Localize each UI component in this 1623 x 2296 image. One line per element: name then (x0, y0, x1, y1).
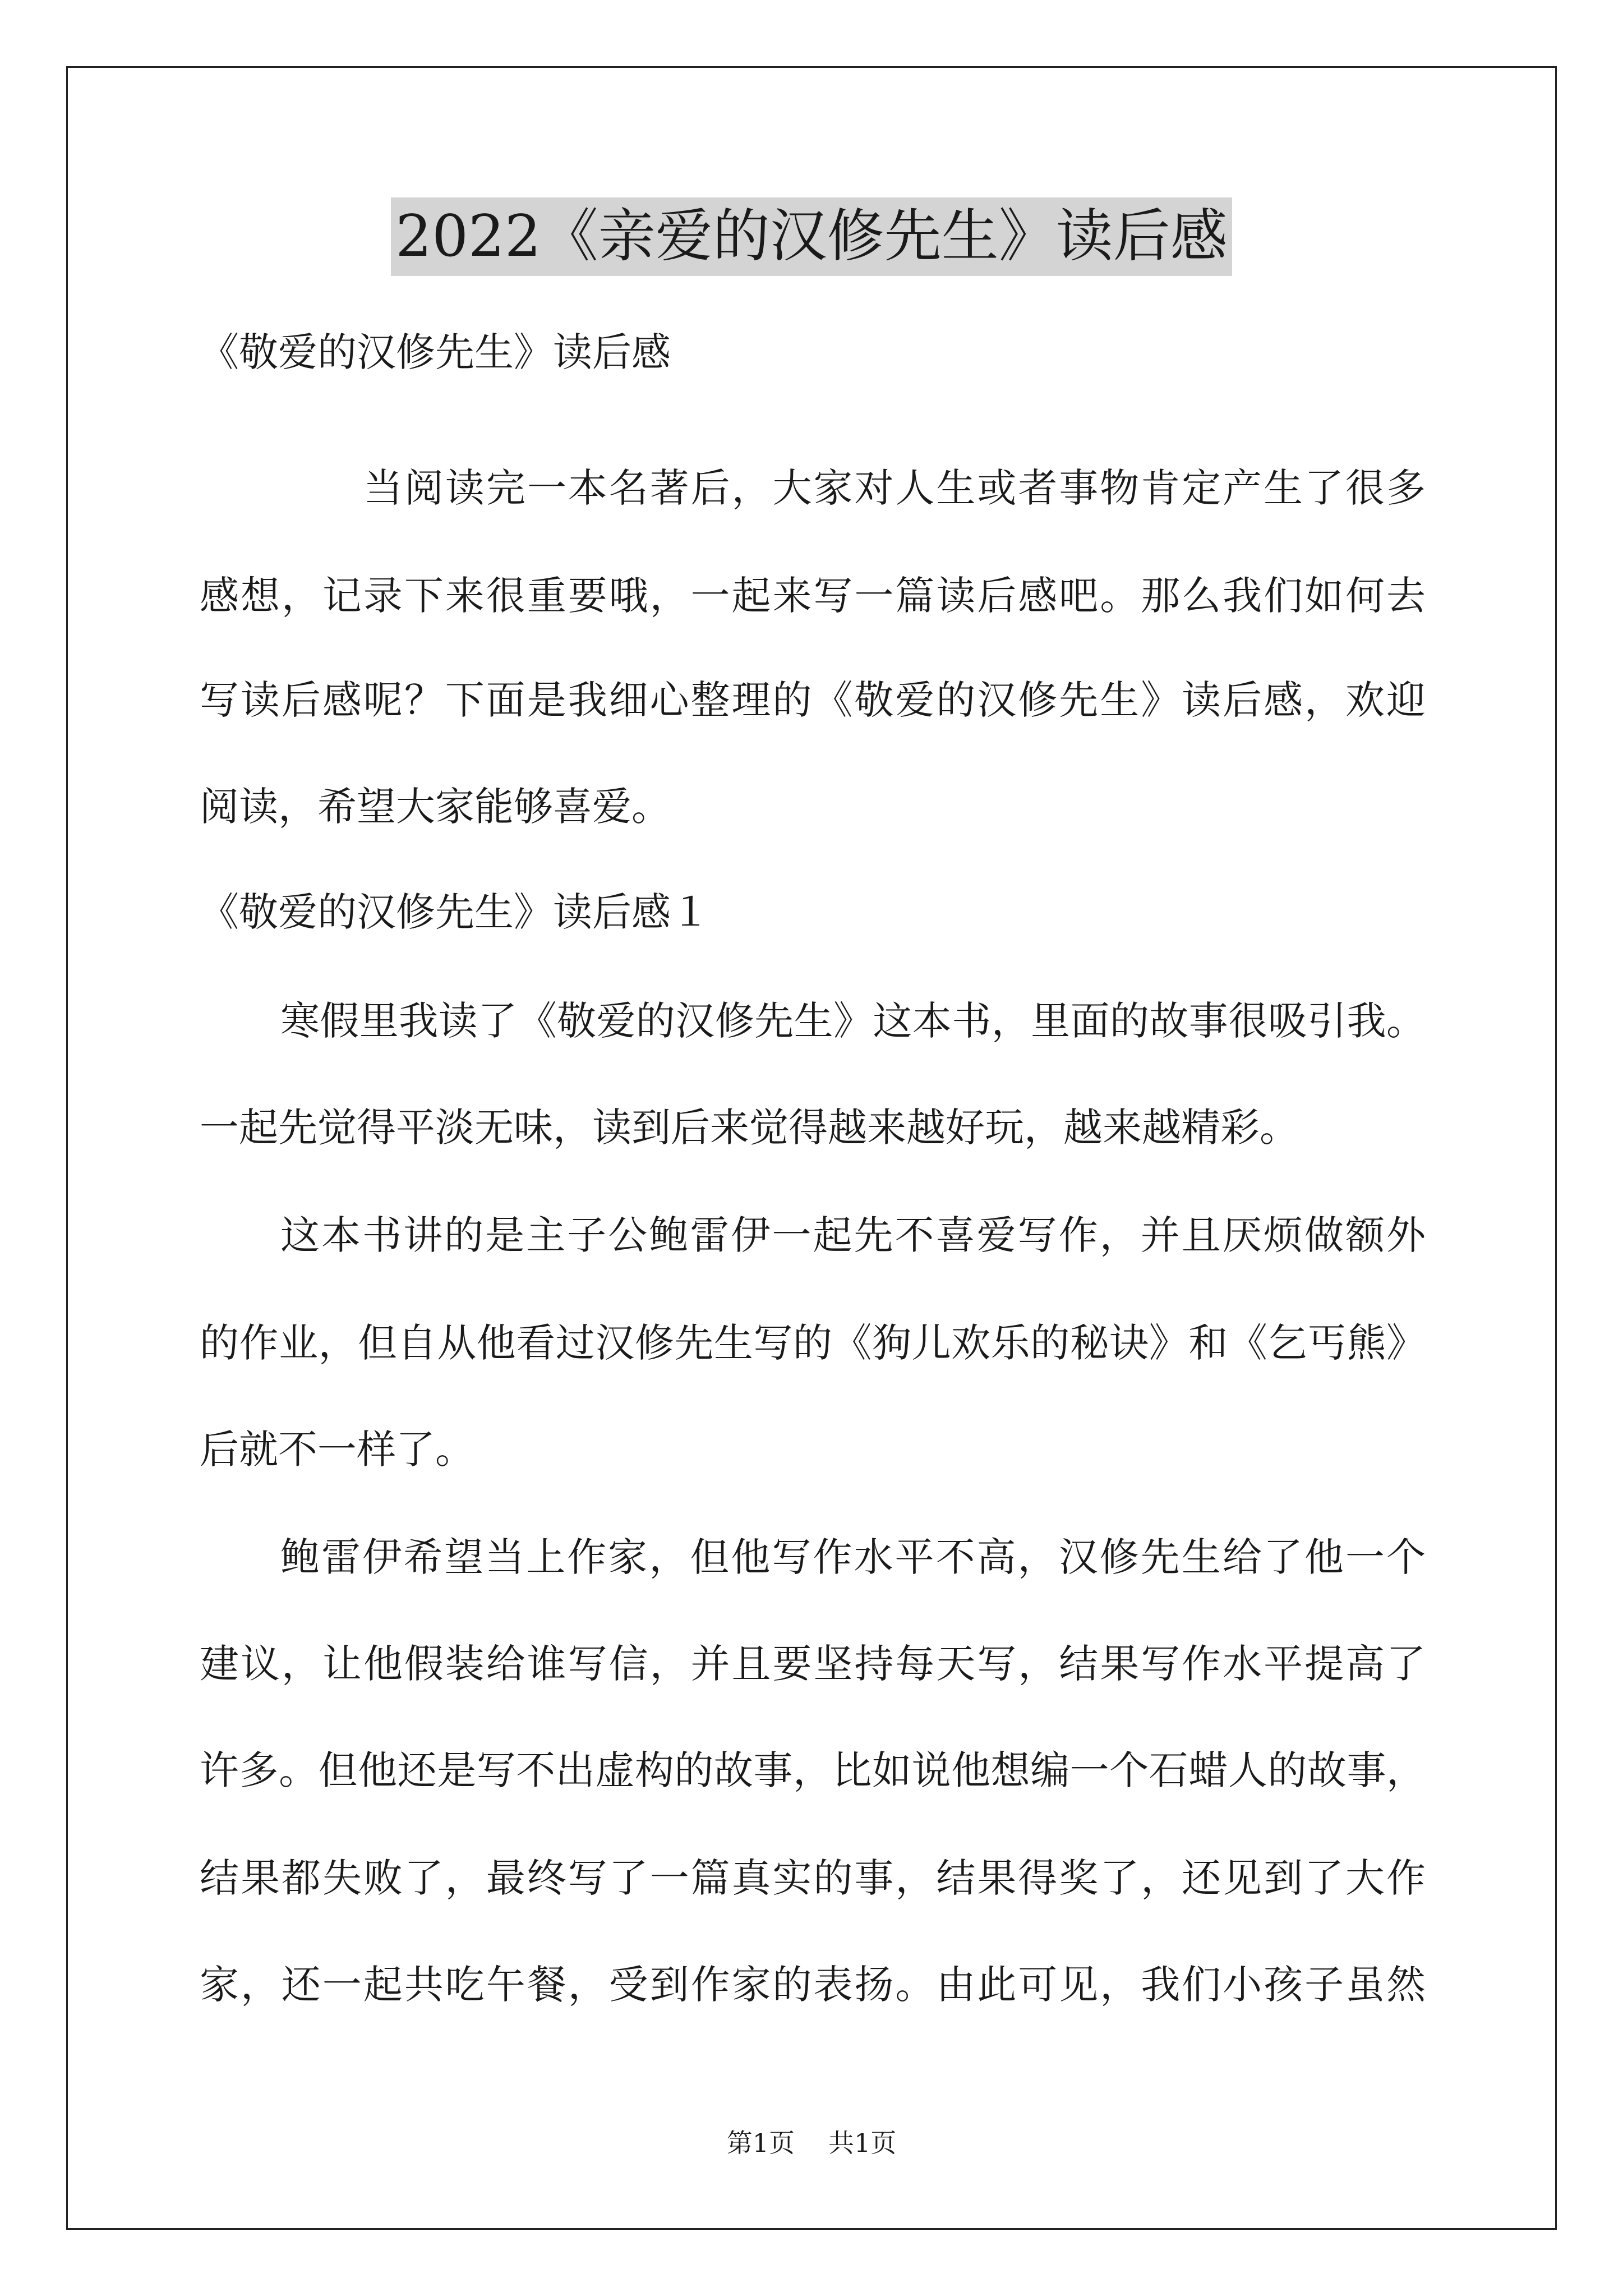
paragraph-line: 鲍雷伊希望当上作家，但他写作水平不高，汉修先生给了他一个 (280, 1534, 1426, 1580)
paragraph-line: 结果都失败了，最终写了一篇真实的事，结果得奖了，还见到了大作 (200, 1855, 1426, 1901)
page-total: 共1页 (828, 2128, 897, 2158)
paragraph-line: 当阅读完一本名著后，大家对人生或者事物肯定产生了很多 (363, 465, 1426, 511)
paragraph-line: 寒假里我读了《敬爱的汉修先生》这本书，里面的故事很吸引我。 (280, 998, 1426, 1044)
document-title: 2022《亲爱的汉修先生》读后感 (391, 197, 1232, 276)
paragraph-line: 许多。但他还是写不出虚构的故事，比如说他想编一个石蜡人的故事， (200, 1747, 1426, 1793)
paragraph-line: 家，还一起共吃午餐，受到作家的表扬。由此可见，我们小孩子虽然 (200, 1962, 1426, 2008)
paragraph-line: 阅读，希望大家能够喜爱。 (200, 784, 671, 830)
paragraph-line: 后就不一样了。 (200, 1427, 474, 1473)
title-container (0, 197, 1623, 276)
page-footer (0, 2126, 1623, 2160)
paragraph-line: 这本书讲的是主子公鲍雷伊一起先不喜爱写作，并且厌烦做额外 (280, 1212, 1426, 1258)
paragraph-line: 写读后感呢？下面是我细心整理的《敬爱的汉修先生》读后感，欢迎 (200, 677, 1426, 723)
page-number: 第1页 (726, 2128, 795, 2158)
paragraph-line: 一起先觉得平淡无味，读到后来觉得越来越好玩，越来越精彩。 (200, 1105, 1299, 1151)
paragraph-line: 的作业，但自从他看过汉修先生写的《狗儿欢乐的秘诀》和《乞丐熊》 (200, 1320, 1426, 1366)
subtitle: 《敬爱的汉修先生》读后感 (200, 329, 671, 375)
paragraph-line: 感想，记录下来很重要哦，一起来写一篇读后感吧。那么我们如何去 (200, 573, 1426, 619)
paragraph-line: 建议，让他假装给谁写信，并且要坚持每天写，结果写作水平提高了 (200, 1641, 1426, 1687)
section-heading: 《敬爱的汉修先生》读后感１ (200, 889, 710, 935)
